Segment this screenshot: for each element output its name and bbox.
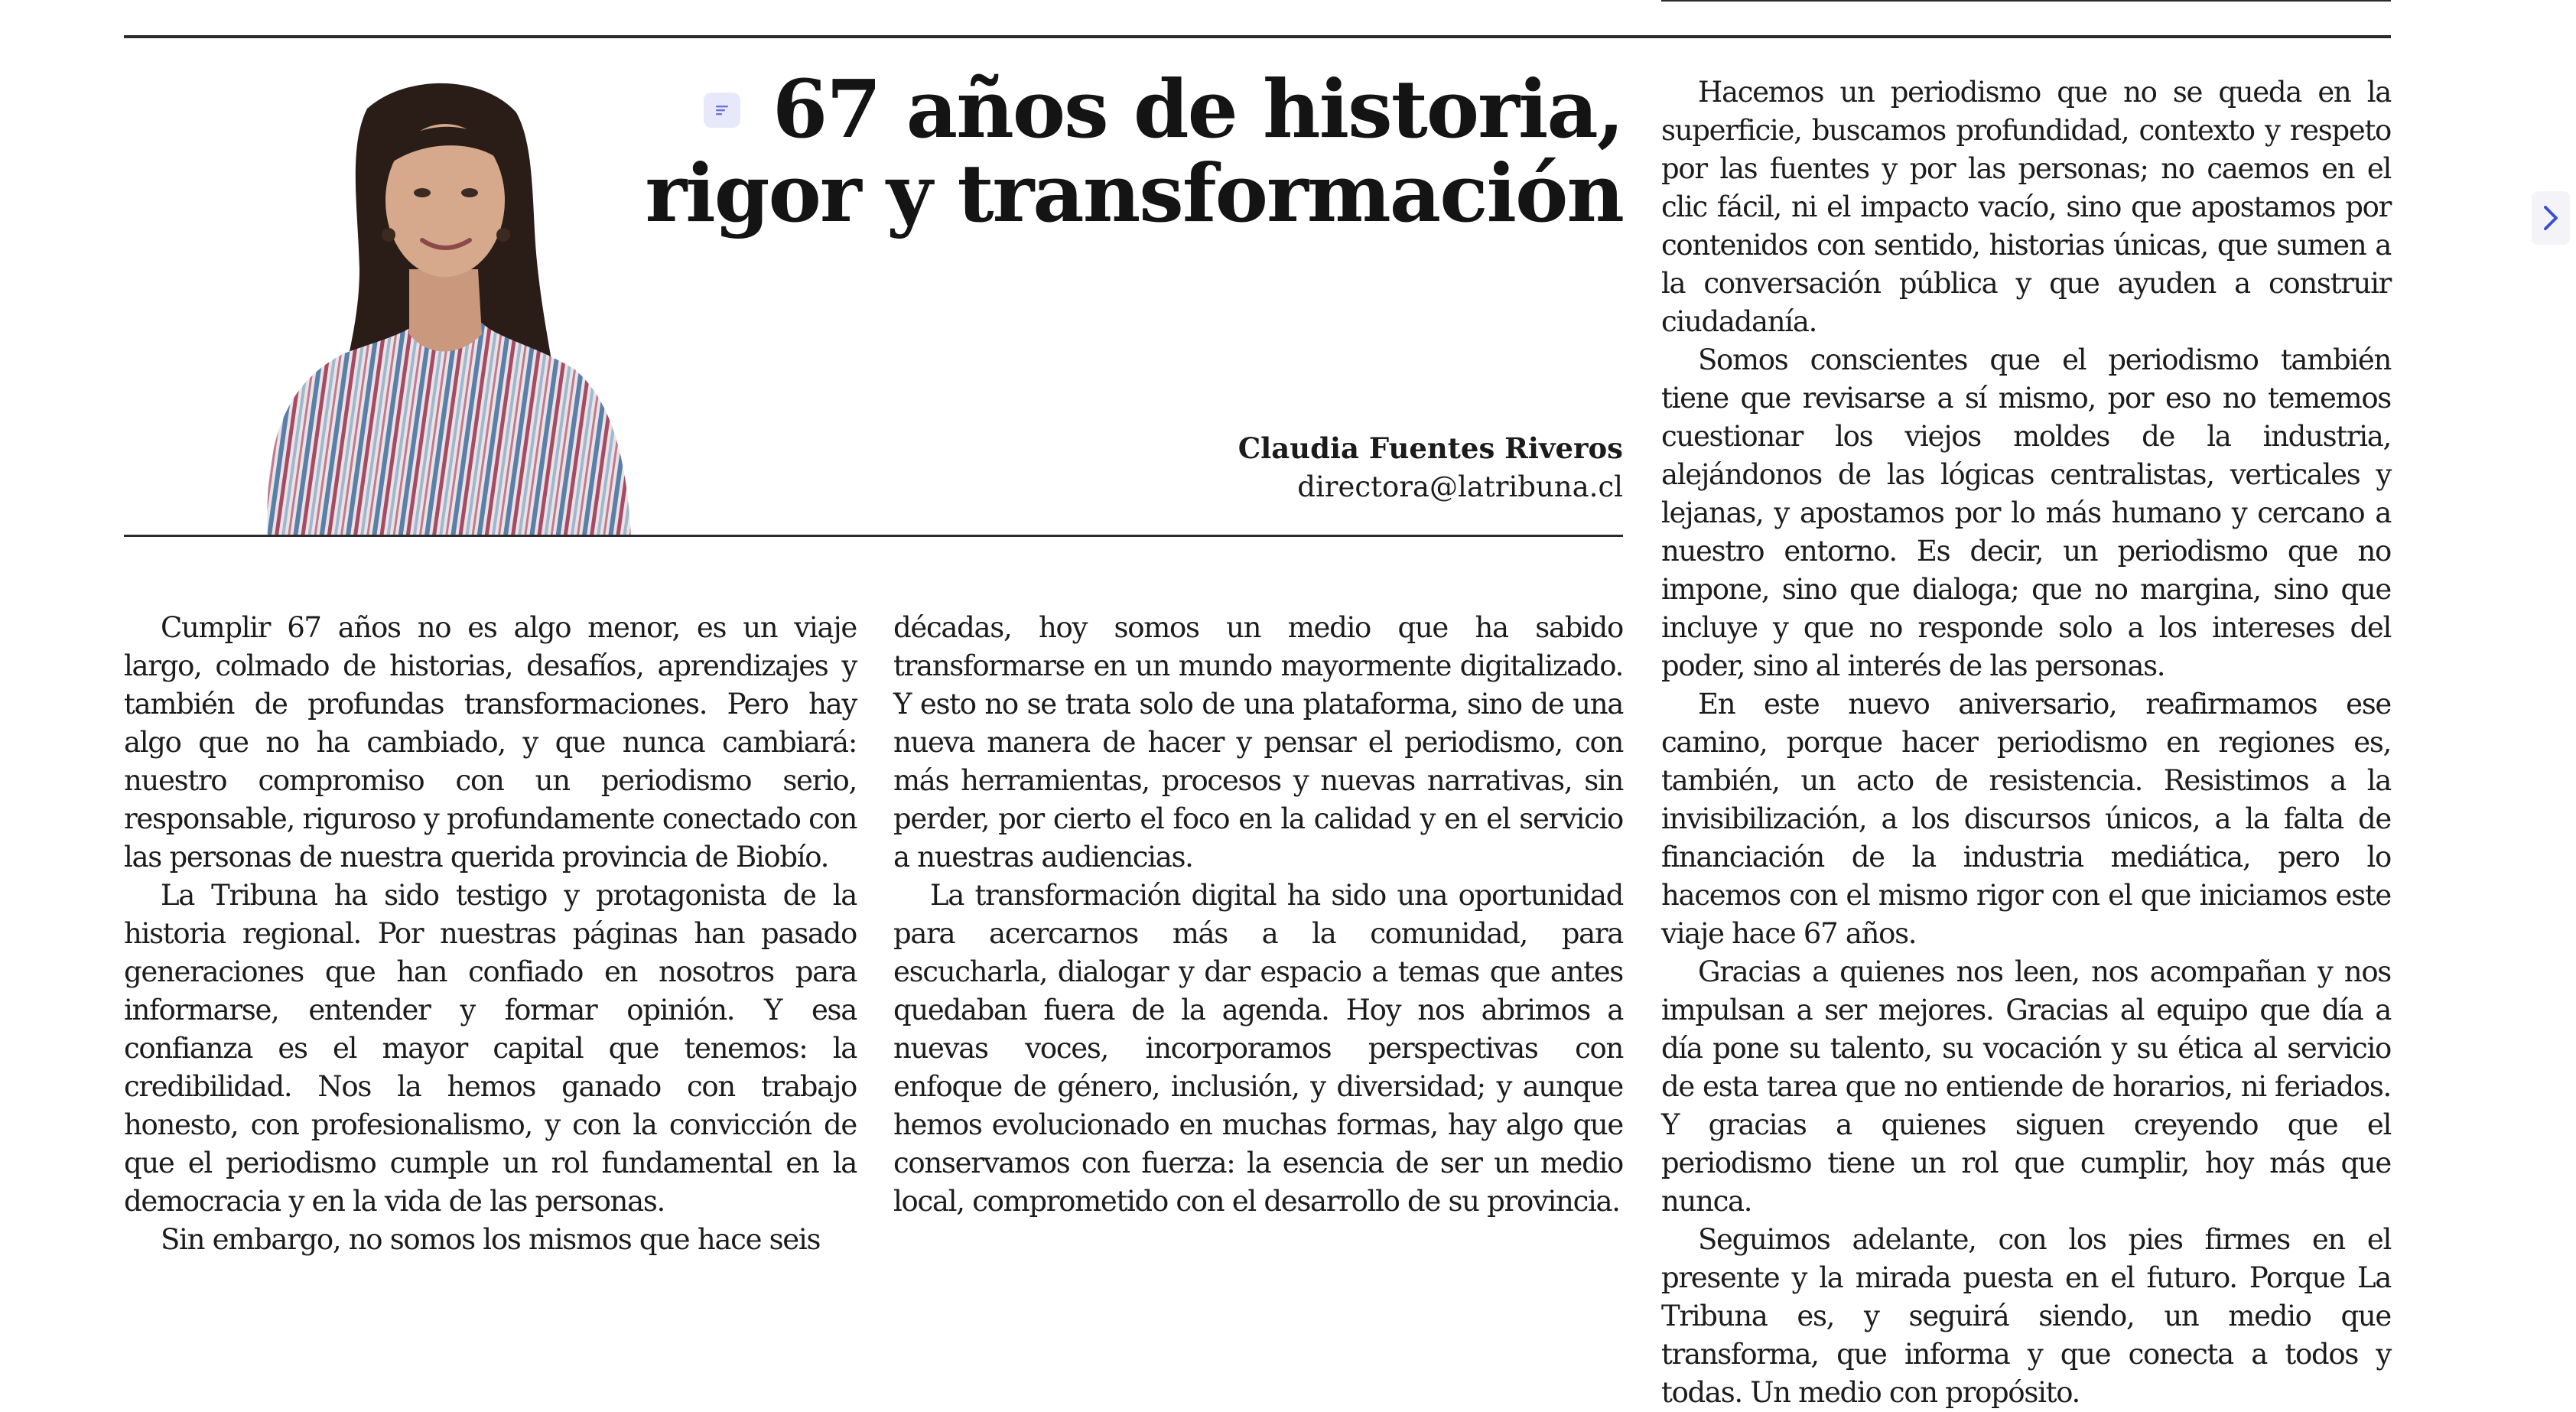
author-eye-right: [461, 188, 478, 197]
paragraph: Gracias a quienes nos leen, nos acompañan y nos impulsan a ser mejores. Gracias al equipo que día a día pone su talento, su vocación y su ética al servicio de esta tarea que no entiende de horarios, ni feriados. Y gracias a quienes siguen creyendo que el periodismo tiene un rol que cumplir, hoy más que nunca.: [1661, 955, 2391, 1218]
author-eye-left: [414, 188, 431, 197]
article-title: 67 años de historia, rigor y transformación: [645, 62, 1623, 240]
author-name: Claudia Fuentes Riveros: [1238, 431, 1623, 465]
header-rule: [124, 535, 1623, 537]
paragraph: Sin embargo, no somos los mismos que hace seis: [161, 1223, 821, 1256]
author-earring: [382, 228, 395, 242]
paragraph: La Tribuna ha sido testigo y protagonista de la historia regional. Por nuestras páginas han pasado generaciones que han confiado en nosotros para informarse, entender y formar opinión. Y esa confianza es el mayor capital que tenemos: la credibilidad. Nos la hemos ganado con trabajo honesto, con profesionalismo, y con la convicción de que el periodismo cumple un rol fundamental en la democracia y en la vida de las personas.: [124, 879, 857, 1218]
author-email: directora@latribuna.cl: [1297, 470, 1623, 503]
paragraph: Cumplir 67 años no es algo menor, es un viaje largo, colmado de historias, desafíos, aprendizajes y también de profundas transformaciones. Pero hay algo que no ha cambiado, y que nunca cambiará: nuestro compromiso con un periodismo serio, responsable, riguroso y profundamente conectado con las personas de nuestra querida provincia de Biobío.: [124, 611, 857, 874]
author-photo: [252, 78, 635, 537]
article-column-2: [893, 609, 1623, 1221]
top-rule-right: [1661, 0, 2391, 2]
author-neck: [409, 269, 482, 352]
chevron-right-icon: [2541, 203, 2561, 233]
paragraph: Seguimos adelante, con los pies firmes en el presente y la mirada puesta en el futuro. Porque La Tribuna es, y seguirá siendo, un medio que transforma, que informa y que conecta a todos y todas. Un medio con propósito.: [1661, 1223, 2391, 1409]
author-shirt: [267, 323, 631, 537]
paragraph: Hacemos un periodismo que no se queda en la superficie, buscamos profundidad, contexto y respeto por las fuentes y por las personas; no caemos en el clic fácil, ni el impacto vacío, sino que apostamos por contenidos con sentido, historias únicas, que sumen a la conversación pública y que ayuden a construir ciudadanía.: [1661, 76, 2391, 338]
paragraph: En este nuevo aniversario, reafirmamos ese camino, porque hacer periodismo en regiones es, también, un acto de resistencia. Resistimos a la invisibilización, a los discursos únicos, a la falta de financiación de la industria mediática, pero lo hacemos con el mismo rigor con el que iniciamos este viaje hace 67 años.: [1661, 688, 2391, 950]
article-column-1: [124, 609, 857, 1259]
next-page-button[interactable]: [2532, 191, 2570, 245]
author-earring: [496, 228, 510, 242]
paragraph: La transformación digital ha sido una oportunidad para acercarnos más a la comunidad, para escucharla, dialogar y dar espacio a temas que antes quedaban fuera de la agenda. Hoy nos abrimos a nuevas voces, incorporamos perspectivas con enfoque de género, inclusión, y diversidad; y aunque hemos evolucionado en muchas formas, hay algo que conservamos con fuerza: la esencia de ser un medio local, comprometido con el desarrollo de su provincia.: [893, 879, 1623, 1218]
paragraph-continuation: décadas, hoy somos un medio que ha sabido transformarse en un mundo mayormente digitalizado. Y esto no se trata solo de una plataforma, sino de una nueva manera de hacer y pensar el periodismo, con más herramientas, procesos y nuevas narrativas, sin perder, por cierto el foco en la calidad y en el servicio a nuestras audiencias.: [893, 611, 1623, 874]
top-rule: [124, 35, 2391, 38]
paragraph: Somos conscientes que el periodismo también tiene que revisarse a sí mismo, por eso no tememos cuestionar los viejos moldes de la industria, alejándonos de las lógicas centralistas, verticales y lejanas, y apostamos por lo más humano y cercano a nuestro entorno. Es decir, un periodismo que no impone, sino que dialoga; que no margina, sino que incluye y que no responde solo a los intereses del poder, sino al interés de las personas.: [1661, 343, 2391, 682]
article-column-3: [1661, 73, 2391, 1412]
